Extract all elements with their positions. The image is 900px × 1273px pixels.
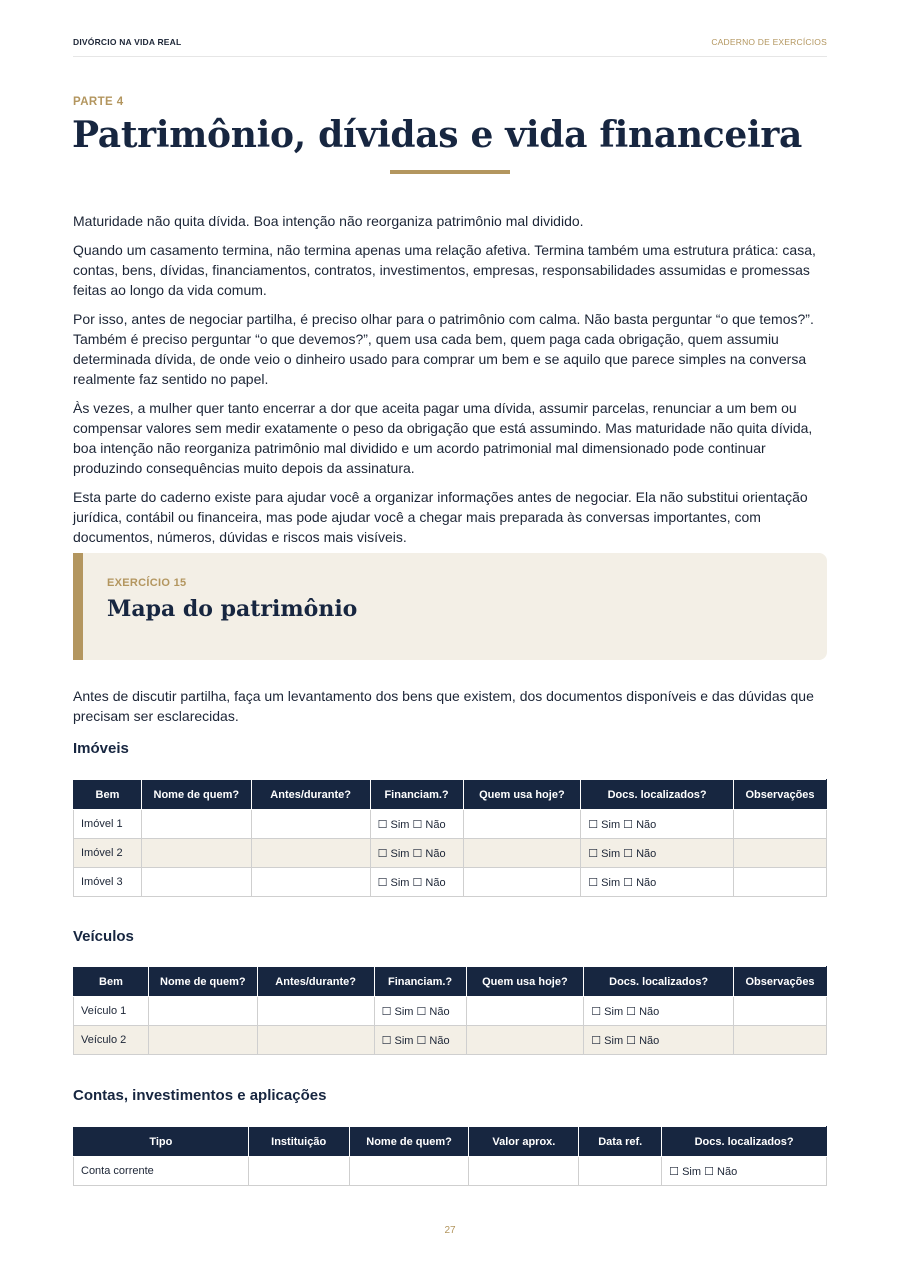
row-label-cell: Conta corrente: [74, 1157, 249, 1186]
row-label-cell: Imóvel 3: [74, 868, 142, 897]
section-title-contas: Contas, investimentos e aplicações: [73, 1087, 327, 1104]
entry-cell[interactable]: [463, 839, 581, 868]
entry-cell[interactable]: [733, 839, 826, 868]
entry-cell[interactable]: [251, 839, 370, 868]
entry-cell[interactable]: [463, 810, 581, 839]
table-row: [74, 1157, 827, 1186]
column-header: Antes/durante?: [257, 967, 374, 997]
column-header: Valor aprox.: [469, 1127, 579, 1157]
row-label-cell: Imóvel 1: [74, 810, 142, 839]
entry-cell[interactable]: [733, 868, 826, 897]
yes-no-checkbox-cell[interactable]: ☐ Sim ☐ Não: [374, 997, 466, 1026]
title-divider: [390, 170, 510, 174]
entry-cell[interactable]: [466, 997, 584, 1026]
column-header: Antes/durante?: [251, 780, 370, 810]
column-header: Observações: [733, 780, 826, 810]
running-header: [73, 37, 827, 57]
paragraph-2: Quando um casamento termina, não termina apenas uma relação afetiva. Termina também uma estrutura prática: casa, contas, bens, dívidas, financiamentos, contratos, investimentos, empresas, responsabilidades assumidas e promessas feitas ao longo da vida comum.: [73, 242, 816, 298]
row-label-cell: Imóvel 2: [74, 839, 142, 868]
entry-cell[interactable]: [141, 839, 251, 868]
row-label-cell: Veículo 1: [74, 997, 149, 1026]
exercise-callout: [73, 553, 827, 660]
main-content: [73, 211, 827, 1186]
table-row: [74, 868, 827, 897]
entry-cell[interactable]: [734, 997, 827, 1026]
entry-cell[interactable]: [734, 1026, 827, 1055]
paragraph-4: Às vezes, a mulher quer tanto encerrar a dor que aceita pagar uma dívida, assumir parcelas, renunciar a um bem ou compensar valores sem medir exatamente o peso da obrigação que está assumindo. Mas maturidade não quita dívida, boa intenção não reorganiza patrimônio mal dividido e um acordo patrimonial mal dimensionado pode continuar produzindo consequências muito depois da assinatura.: [73, 400, 813, 476]
entry-cell[interactable]: [251, 810, 370, 839]
entry-cell[interactable]: [463, 868, 581, 897]
page-number: 27: [444, 1225, 456, 1236]
entry-cell[interactable]: [349, 1157, 469, 1186]
table-row: [74, 839, 827, 868]
entry-cell[interactable]: [141, 868, 251, 897]
entry-cell[interactable]: [148, 997, 257, 1026]
table-header-row: [74, 780, 827, 810]
row-label-cell: Veículo 2: [74, 1026, 149, 1055]
column-header: Nome de quem?: [349, 1127, 469, 1157]
entry-cell[interactable]: [733, 810, 826, 839]
table-header-row: [74, 967, 827, 997]
yes-no-checkbox-cell[interactable]: ☐ Sim ☐ Não: [581, 868, 734, 897]
column-header: Docs. localizados?: [584, 967, 734, 997]
column-header: Docs. localizados?: [581, 780, 734, 810]
table-row: [74, 810, 827, 839]
column-header: Financiam.?: [374, 967, 466, 997]
yes-no-checkbox-cell[interactable]: ☐ Sim ☐ Não: [370, 868, 463, 897]
column-header: Docs. localizados?: [662, 1127, 827, 1157]
yes-no-checkbox-cell[interactable]: ☐ Sim ☐ Não: [581, 839, 734, 868]
entry-cell[interactable]: [148, 1026, 257, 1055]
entry-cell[interactable]: [466, 1026, 584, 1055]
section-name: CADERNO DE EXERCÍCIOS: [711, 37, 827, 47]
paragraph-1: Maturidade não quita dívida. Boa intenção não reorganiza patrimônio mal dividido.: [73, 213, 584, 229]
column-header: Financiam.?: [370, 780, 463, 810]
entry-cell[interactable]: [248, 1157, 349, 1186]
column-header: Bem: [74, 967, 149, 997]
column-header: Data ref.: [579, 1127, 662, 1157]
column-header: Nome de quem?: [148, 967, 257, 997]
entry-cell[interactable]: [141, 810, 251, 839]
section-title-imoveis: Imóveis: [73, 740, 129, 757]
yes-no-checkbox-cell[interactable]: ☐ Sim ☐ Não: [662, 1157, 827, 1186]
column-header: Observações: [734, 967, 827, 997]
table-contas: [73, 1126, 827, 1186]
entry-cell[interactable]: [257, 1026, 374, 1055]
exercise-label: EXERCÍCIO 15: [107, 577, 187, 589]
entry-cell[interactable]: [579, 1157, 662, 1186]
table-veiculos: [73, 966, 827, 1055]
entry-cell[interactable]: [257, 997, 374, 1026]
entry-cell[interactable]: [469, 1157, 579, 1186]
column-header: Tipo: [74, 1127, 249, 1157]
entry-cell[interactable]: [251, 868, 370, 897]
column-header: Bem: [74, 780, 142, 810]
paragraph-5: Esta parte do caderno existe para ajudar você a organizar informações antes de negociar. Ela não substitui orientação jurídica, contábil ou financeira, mas pode ajudar você a chegar mais preparada às conversas importantes, com documentos, números, dúvidas e riscos mais visíveis.: [73, 489, 808, 545]
paragraph-3: Por isso, antes de negociar partilha, é preciso olhar para o patrimônio com calma. Não basta perguntar “o que temos?”. Também é preciso perguntar “o que devemos?”, quem usa cada bem, quem paga cada obrigação, quem assumiu determinada dívida, de onde veio o dinheiro usado para comprar um bem e se aquilo que parece simples na conversa realmente faz sentido no papel.: [73, 311, 814, 387]
yes-no-checkbox-cell[interactable]: ☐ Sim ☐ Não: [584, 1026, 734, 1055]
table-row: [74, 1026, 827, 1055]
yes-no-checkbox-cell[interactable]: ☐ Sim ☐ Não: [584, 997, 734, 1026]
column-header: Instituição: [248, 1127, 349, 1157]
book-title: DIVÓRCIO NA VIDA REAL: [73, 37, 182, 47]
yes-no-checkbox-cell[interactable]: ☐ Sim ☐ Não: [374, 1026, 466, 1055]
exercise-intro: Antes de discutir partilha, faça um levantamento dos bens que existem, dos documentos disponíveis e das dúvidas que precisam ser esclarecidas.: [73, 688, 814, 724]
page-title: Patrimônio, dívidas e vida financeira: [72, 114, 803, 156]
callout-accent-bar: [73, 553, 83, 660]
part-label: PARTE 4: [73, 96, 124, 108]
section-title-veiculos: Veículos: [73, 928, 134, 945]
yes-no-checkbox-cell[interactable]: ☐ Sim ☐ Não: [370, 810, 463, 839]
table-imoveis: [73, 779, 827, 897]
table-row: [74, 997, 827, 1026]
column-header: Nome de quem?: [141, 780, 251, 810]
table-header-row: [74, 1127, 827, 1157]
yes-no-checkbox-cell[interactable]: ☐ Sim ☐ Não: [370, 839, 463, 868]
column-header: Quem usa hoje?: [466, 967, 584, 997]
yes-no-checkbox-cell[interactable]: ☐ Sim ☐ Não: [581, 810, 734, 839]
column-header: Quem usa hoje?: [463, 780, 581, 810]
exercise-title: Mapa do patrimônio: [107, 596, 358, 622]
